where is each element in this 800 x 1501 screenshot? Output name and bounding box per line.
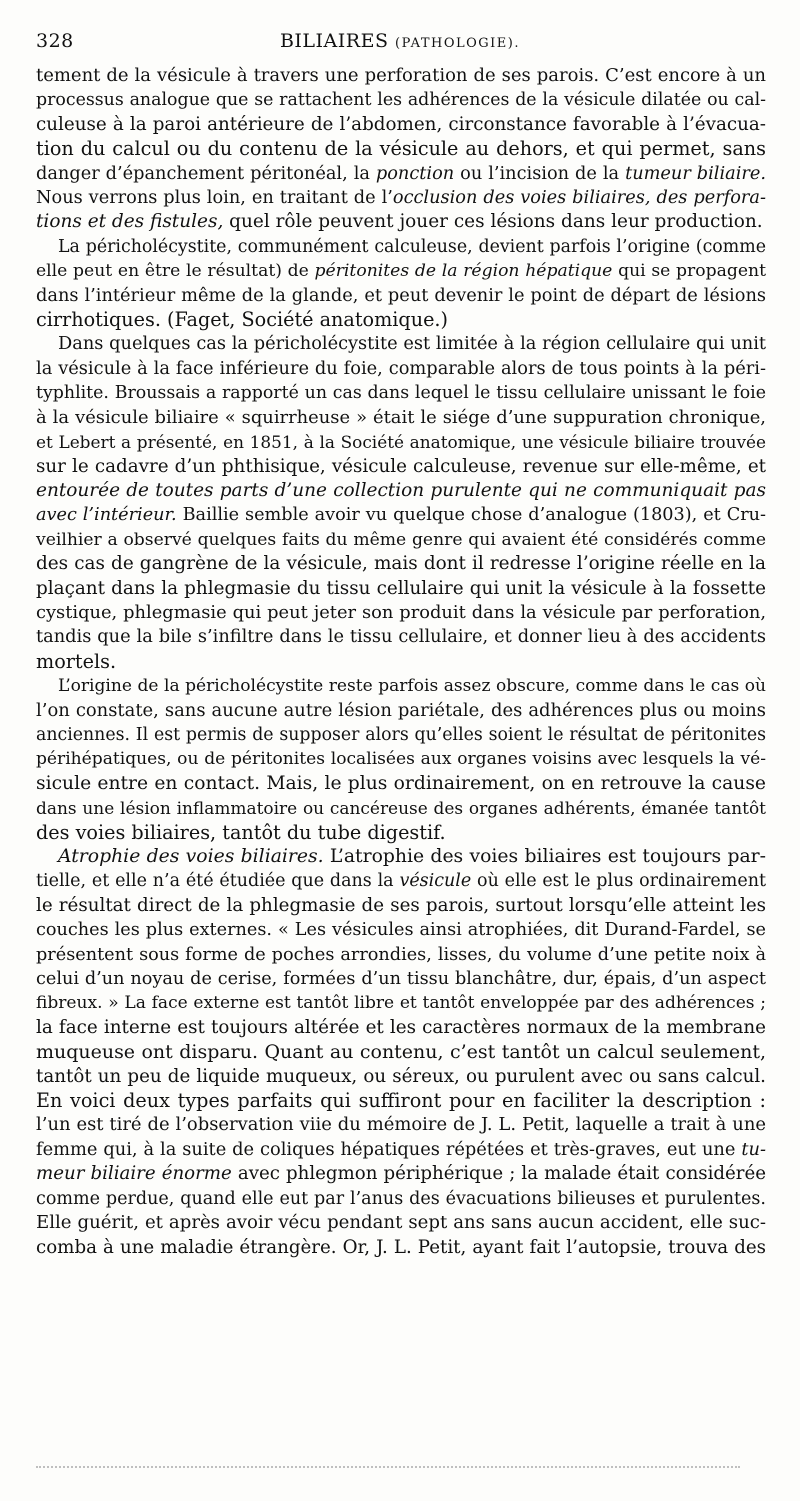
text-run: avec phlegmon périphérique ; la malade était considérée xyxy=(231,1163,766,1185)
text-line: tandis que la bile s’infiltre dans le tissu cellulaire, et donner lieu à des accidents xyxy=(36,626,766,648)
running-title xyxy=(36,30,764,52)
text-line: culeuse à la paroi antérieure de l’abdomen, circonstance favorable à l’évacua- xyxy=(36,113,766,135)
text-line: processus analogue que se rattachent les adhérences de la vésicule dilatée ou cal- xyxy=(36,90,766,111)
text-line xyxy=(36,1138,766,1162)
text-run: tielle, et elle n’a été étudiée que dans la xyxy=(36,871,400,892)
emphasis-tumeur-enorme: meur biliaire énorme xyxy=(36,1163,232,1185)
text-line: muqueuse ont disparu. Quant au contenu, c’est tantôt un calcul seulement, xyxy=(36,1041,766,1064)
body-text xyxy=(36,64,766,1260)
emphasis-peritonites: péritonites de la région hépatique xyxy=(314,261,613,282)
page-header xyxy=(36,30,764,56)
running-title-sub: (PATHOLOGIE). xyxy=(395,36,521,51)
text-line: et Lebert a présenté, en 1851, à la Société anatomique, une vésicule biliaire trouvée xyxy=(36,432,766,453)
running-title-main: BILIAIRES xyxy=(279,30,389,52)
text-line: des voies biliaires, tantôt du tube digestif. xyxy=(36,820,446,844)
text-line xyxy=(36,162,766,186)
text-line: cirrhotiques. (Faget, Société anatomique.) xyxy=(36,308,449,332)
text-line: des cas de gangrène de la vésicule, mais dont il redresse l’origine réelle en la xyxy=(36,553,766,575)
text-line xyxy=(36,259,766,283)
text-line: tion du calcul ou du contenu de la vésicule au dehors, et qui permet, sans xyxy=(36,137,766,161)
text-run: L’atrophie des voies biliaires est toujours par- xyxy=(323,846,766,867)
text-run: où elle est le plus ordinairement xyxy=(471,871,766,892)
text-run: danger d’épanchement péritonéal, la xyxy=(36,163,376,184)
text-run: femme qui, à la suite de coliques hépatiques répétées et très-graves, eut une xyxy=(36,1138,742,1160)
section-heading-atrophie: Atrophie des voies biliaires. xyxy=(58,846,324,867)
text-line xyxy=(36,479,766,503)
text-line: veilhier a observé quelques faits du même genre qui avaient été considérés comme xyxy=(36,529,766,550)
text-run: qui se propagent xyxy=(612,261,767,282)
text-line: à la vésicule biliaire « squirrheuse » était le siége d’une suppuration chronique, xyxy=(36,406,766,428)
emphasis-fistules: tions et des fistules, xyxy=(36,211,224,233)
text-line: L’origine de la péricholécystite reste parfois assez obscure, comme dans le cas où xyxy=(58,676,766,697)
emphasis-occlusion: occlusion des voies biliaires, des perfora- xyxy=(392,188,766,209)
text-line: dans une lésion inflammatoire ou cancéreuse des organes adhérents, émanée tantôt xyxy=(36,798,766,819)
text-line xyxy=(36,210,766,234)
text-run: elle peut en être le résultat) de xyxy=(36,261,315,282)
emphasis-tumeur-biliaire: tumeur biliaire. xyxy=(625,163,767,184)
text-line: anciennes. Il est permis de supposer alors qu’elles soient le résultat de péritonites xyxy=(36,724,766,745)
text-line: cystique, phlegmasie qui peut jeter son produit dans la vésicule par perforation, xyxy=(36,601,766,623)
text-line: typhlite. Broussais a rapporté un cas dans lequel le tissu cellulaire unissant le foie xyxy=(36,383,766,404)
text-line xyxy=(36,869,766,893)
text-line: présentent sous forme de poches arrondies, lisses, du volume d’une petite noix à xyxy=(36,944,766,965)
text-run: quel rôle peuvent jouer ces lésions dans leur production. xyxy=(223,211,763,233)
emphasis-tumeur: tu- xyxy=(741,1138,766,1160)
text-line: la vésicule à la face inférieure du foie, comparable alors de tous points à la péri- xyxy=(36,357,766,379)
text-line: l’un est tiré de l’observation viie du mémoire de J. L. Petit, laquelle a trait à une xyxy=(36,1114,766,1136)
text-line: fibreux. » La face externe est tantôt libre et tantôt enveloppée par des adhérences ; xyxy=(36,993,766,1014)
text-line: En voici deux types parfaits qui suffiront pour en faciliter la description : xyxy=(36,1089,766,1113)
text-run: Nous verrons plus loin, en traitant de l’ xyxy=(36,188,393,209)
emphasis-interieur: avec l’intérieur. xyxy=(36,505,177,526)
text-line: dans l’intérieur même de la glande, et peut devenir le point de départ de lésions xyxy=(36,284,766,306)
text-line: l’on constate, sans aucune autre lésion pariétale, des adhérences plus ou moins xyxy=(36,699,766,721)
text-run: Baillie semble avoir vu quelque chose d’analogue (1803), et Cru- xyxy=(176,505,766,526)
text-line xyxy=(36,845,766,869)
text-line: comme perdue, quand elle eut par l’anus des évacuations bilieuses et purulentes. xyxy=(36,1188,766,1209)
text-line: plaçant dans la phlegmasie du tissu cellulaire qui unit la vésicule à la fossette xyxy=(36,577,766,599)
emphasis-ponction: ponction xyxy=(375,163,455,184)
text-line: Elle guérit, et après avoir vécu pendant sept ans sans aucun accident, elle suc- xyxy=(36,1212,766,1234)
text-run: ou l’incision de la xyxy=(454,163,626,184)
emphasis-vesicule: vésicule xyxy=(399,871,472,892)
text-line: comba à une maladie étrangère. Or, J. L. Petit, ayant fait l’autopsie, trouva des xyxy=(36,1236,766,1258)
text-line: celui d’un noyau de cerise, formées d’un tissu blanchâtre, dur, épais, d’un aspect xyxy=(36,969,766,990)
text-line: sicule entre en contact. Mais, le plus ordinairement, on en retrouve la cause xyxy=(36,772,766,794)
text-line xyxy=(36,1162,766,1186)
text-line: la face interne est toujours altérée et les caractères normaux de la membrane xyxy=(36,1016,766,1038)
text-line: tantôt un peu de liquide muqueux, ou séreux, ou purulent avec ou sans calcul. xyxy=(36,1065,766,1087)
text-line: couches les plus externes. « Les vésicules ainsi atrophiées, dit Durand-Fardel, se xyxy=(36,920,766,941)
text-line: périhépatiques, ou de péritonites localisées aux organes voisins avec lesquels la vé- xyxy=(36,749,766,770)
text-line: le résultat direct de la phlegmasie de ses parois, surtout lorsqu’elle atteint les xyxy=(36,894,766,916)
emphasis-entouree: entourée de toutes parts d’une collection purulente qui ne communiquait pas xyxy=(36,479,766,501)
page-number: 328 xyxy=(36,30,74,52)
text-line: mortels. xyxy=(36,649,117,673)
text-line: tement de la vésicule à travers une perforation de ses parois. C’est encore à un xyxy=(36,65,766,86)
text-line: La péricholécystite, communément calculeuse, devient parfois l’origine (comme xyxy=(58,236,766,257)
text-line xyxy=(36,186,766,210)
text-line xyxy=(36,503,766,527)
text-line: sur le cadavre d’un phthisique, vésicule calculeuse, revenue sur elle-même, et xyxy=(36,455,766,477)
text-line: Dans quelques cas la péricholécystite est limitée à la région cellulaire qui unit xyxy=(58,334,766,355)
bottom-dotted-rule xyxy=(36,1466,740,1468)
